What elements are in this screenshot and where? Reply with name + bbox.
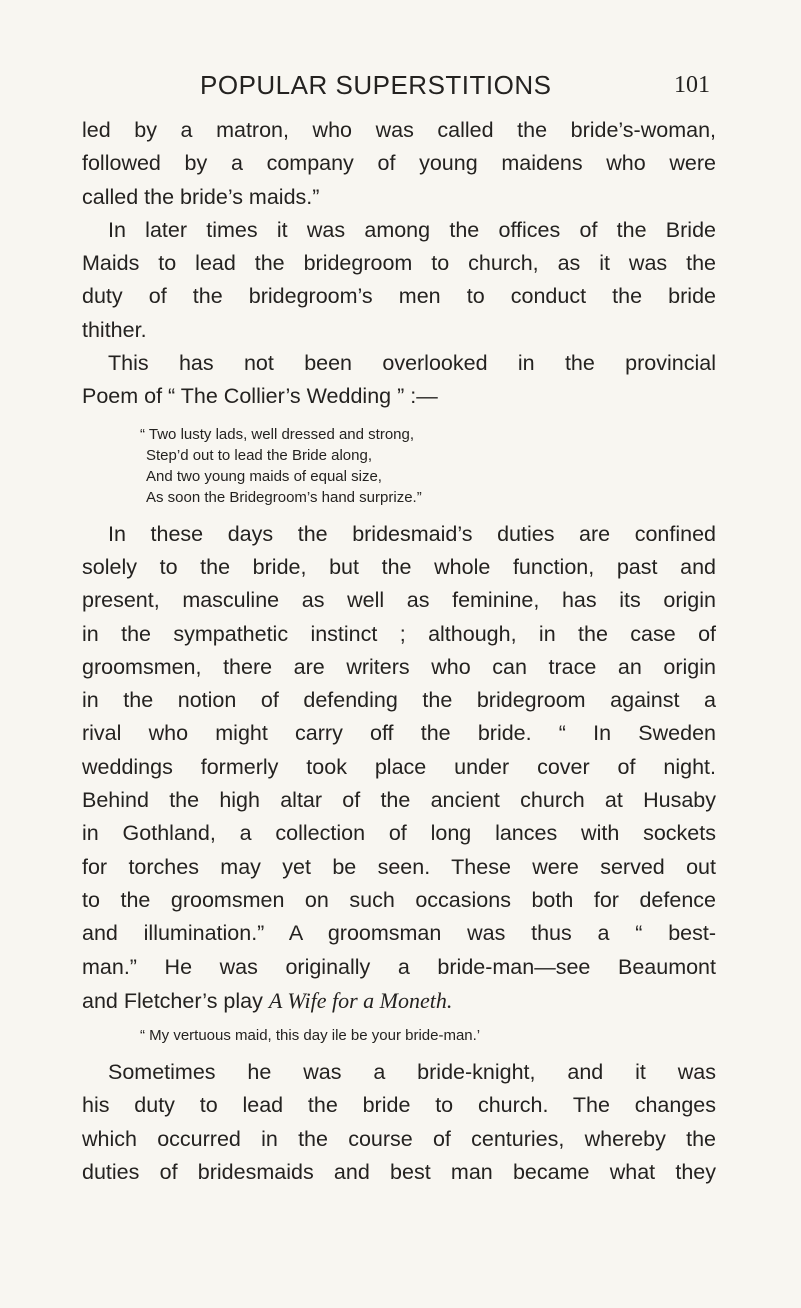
text-line: Poem of “ The Collier’s Wedding ” :— xyxy=(82,384,438,409)
text-line: his duty to lead the bride to church. The changes xyxy=(82,1093,716,1118)
text-line: and illumination.” A groomsman was thus a “ best- xyxy=(82,921,716,946)
play-title: A Wife for a Moneth. xyxy=(268,987,453,1013)
text-line: Behind the high altar of the ancient church at Husaby xyxy=(82,788,716,813)
verse-quotation xyxy=(82,414,716,518)
text-line: In later times it was among the offices of the Bride xyxy=(108,217,716,242)
page-body xyxy=(82,114,716,1189)
text-line: led by a matron, who was called the bride’s-woman, xyxy=(82,118,716,142)
text-line: for torches may yet be seen. These were served out xyxy=(82,854,716,879)
text-line: man.” He was originally a bride-man—see Beaumont xyxy=(82,954,716,979)
text-line xyxy=(82,984,716,1017)
page-number: 101 xyxy=(674,72,710,98)
text-line: rival who might carry off the bride. “ In Sweden xyxy=(82,721,716,746)
text-line: groomsmen, there are writers who can trace an origin xyxy=(82,654,716,679)
text-line: In these days the bridesmaid’s duties are confined xyxy=(108,521,716,546)
text-line: solely to the bride, but the whole function, past and xyxy=(82,554,716,579)
text-line: duties of bridesmaids and best man became what they xyxy=(82,1160,716,1185)
verse-line: Step’d out to lead the Bride along, xyxy=(146,446,372,464)
text-line: in Gothland, a collection of long lances with sockets xyxy=(82,821,716,846)
play-quotation xyxy=(82,1017,716,1056)
text-line: duty of the bridegroom’s men to conduct the bride xyxy=(82,284,716,309)
text-line: which occurred in the course of centuries, whereby the xyxy=(82,1126,716,1151)
play-line-prefix: and Fletcher’s play xyxy=(82,988,269,1013)
text-line: weddings formerly took place under cover of night. xyxy=(82,754,716,779)
verse-line: As soon the Bridegroom’s hand surprize.” xyxy=(146,488,422,506)
text-line: This has not been overlooked in the provincial xyxy=(108,351,716,376)
verse-line: And two young maids of equal size, xyxy=(146,467,382,485)
text-line: followed by a company of young maidens who were xyxy=(82,151,716,176)
text-line: present, masculine as well as feminine, has its origin xyxy=(82,588,716,613)
running-title: POPULAR SUPERSTITIONS xyxy=(200,70,552,100)
quote-line: “ My vertuous maid, this day ile be your bride-man.’ xyxy=(140,1027,481,1045)
verse-line: “ Two lusty lads, well dressed and strong, xyxy=(140,425,415,443)
running-header xyxy=(200,70,720,110)
text-line: thither. xyxy=(82,317,147,342)
text-line: Sometimes he was a bride-knight, and it was xyxy=(108,1060,716,1085)
text-line: in the notion of defending the bridegroom against a xyxy=(82,688,716,713)
text-line: to the groomsmen on such occasions both for defence xyxy=(82,887,716,912)
text-line: in the sympathetic instinct ; although, in the case of xyxy=(82,621,716,646)
text-line: Maids to lead the bridegroom to church, as it was the xyxy=(82,251,716,276)
text-line: called the bride’s maids.” xyxy=(82,184,320,209)
